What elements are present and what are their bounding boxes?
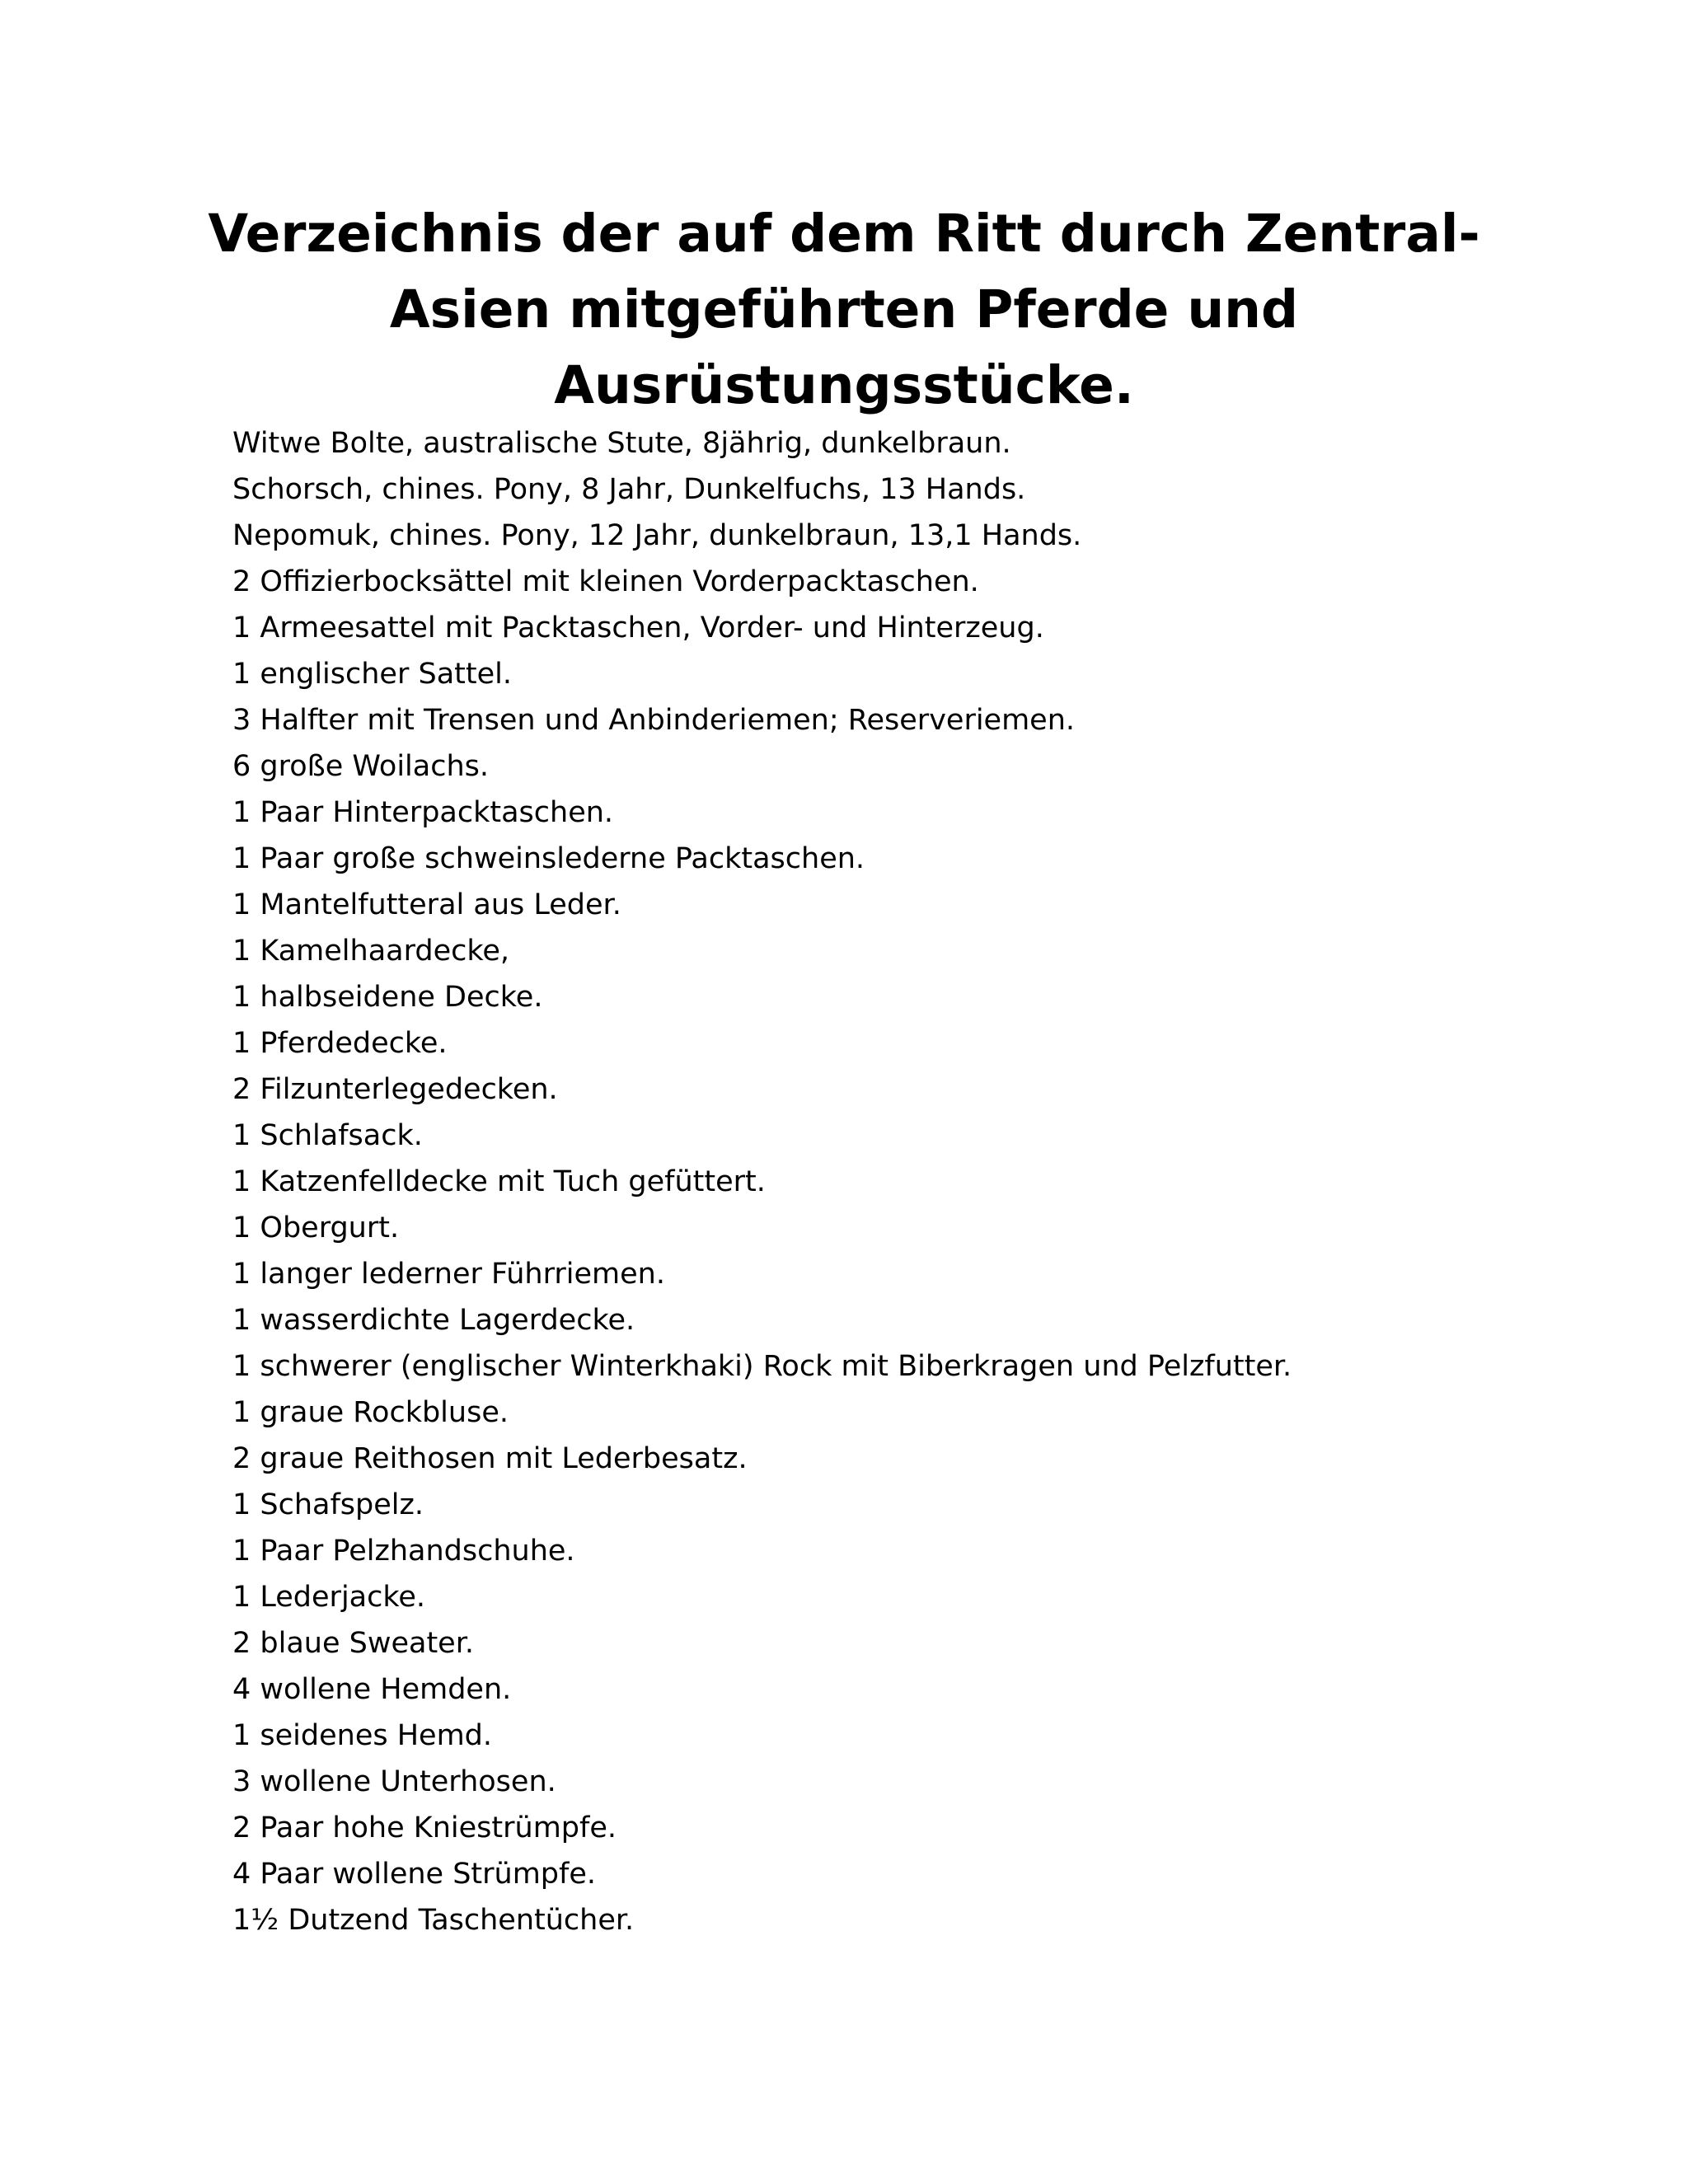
list-item: 1 Schafspelz. — [232, 1488, 424, 1521]
list-item: 2 Paar hohe Kniestrümpfe. — [232, 1811, 617, 1844]
list-item: 2 Offizierbocksättel mit kleinen Vorderpacktaschen. — [232, 565, 979, 598]
list-item: 1 seidenes Hemd. — [232, 1719, 492, 1752]
list-item: 1 Katzenfelldecke mit Tuch gefüttert. — [232, 1165, 766, 1198]
list-item: 1 Paar große schweinslederne Packtaschen. — [232, 842, 865, 875]
list-item: 1 Mantelfutteral aus Leder. — [232, 888, 621, 921]
list-item: 3 Halfter mit Trensen und Anbinderiemen; Reserveriemen. — [232, 704, 1076, 737]
list-item: 1 langer lederner Führriemen. — [232, 1258, 665, 1291]
list-item: 2 Filzunterlegedecken. — [232, 1073, 558, 1106]
equipment-list — [232, 420, 1634, 1943]
list-item: 1 Kamelhaardecke, — [232, 935, 510, 968]
list-item: 1 Obergurt. — [232, 1212, 400, 1244]
list-item: 1 Schlafsack. — [232, 1119, 423, 1152]
title-line: Ausrüstungsstücke. — [554, 355, 1134, 415]
title-line: Verzeichnis der auf dem Ritt durch Zentral- — [208, 204, 1480, 264]
list-item: 1 graue Rockbluse. — [232, 1396, 509, 1429]
list-item: 1 Paar Hinterpacktaschen. — [232, 796, 614, 829]
list-item: 1 schwerer (englischer Winterkhaki) Rock mit Biberkragen und Pelzfutter. — [232, 1350, 1292, 1383]
list-item: 4 Paar wollene Strümpfe. — [232, 1858, 597, 1891]
list-item: 6 große Woilachs. — [232, 750, 490, 783]
list-item: 1 Armeesattel mit Packtaschen, Vorder- und Hinterzeug. — [232, 612, 1044, 644]
page-title — [0, 196, 1688, 424]
list-item: 1 englischer Sattel. — [232, 658, 512, 691]
list-item: 1½ Dutzend Taschentücher. — [232, 1904, 635, 1937]
list-item: 2 graue Reithosen mit Lederbesatz. — [232, 1442, 748, 1475]
list-item: 4 wollene Hemden. — [232, 1673, 512, 1706]
list-item: 1 Paar Pelzhandschuhe. — [232, 1535, 575, 1568]
list-item: 1 Pferdedecke. — [232, 1027, 448, 1060]
list-item: Nepomuk, chines. Pony, 12 Jahr, dunkelbraun, 13,1 Hands. — [232, 519, 1082, 552]
list-item: 1 halbseidene Decke. — [232, 981, 543, 1014]
list-item: 2 blaue Sweater. — [232, 1627, 475, 1660]
list-item: 3 wollene Unterhosen. — [232, 1765, 556, 1798]
list-item: Witwe Bolte, australische Stute, 8jährig, dunkelbraun. — [232, 427, 1011, 460]
list-item: Schorsch, chines. Pony, 8 Jahr, Dunkelfuchs, 13 Hands. — [232, 473, 1026, 506]
title-line: Asien mitgeführten Pferde und — [389, 279, 1299, 340]
list-item: 1 wasserdichte Lagerdecke. — [232, 1304, 635, 1337]
list-item: 1 Lederjacke. — [232, 1581, 426, 1614]
